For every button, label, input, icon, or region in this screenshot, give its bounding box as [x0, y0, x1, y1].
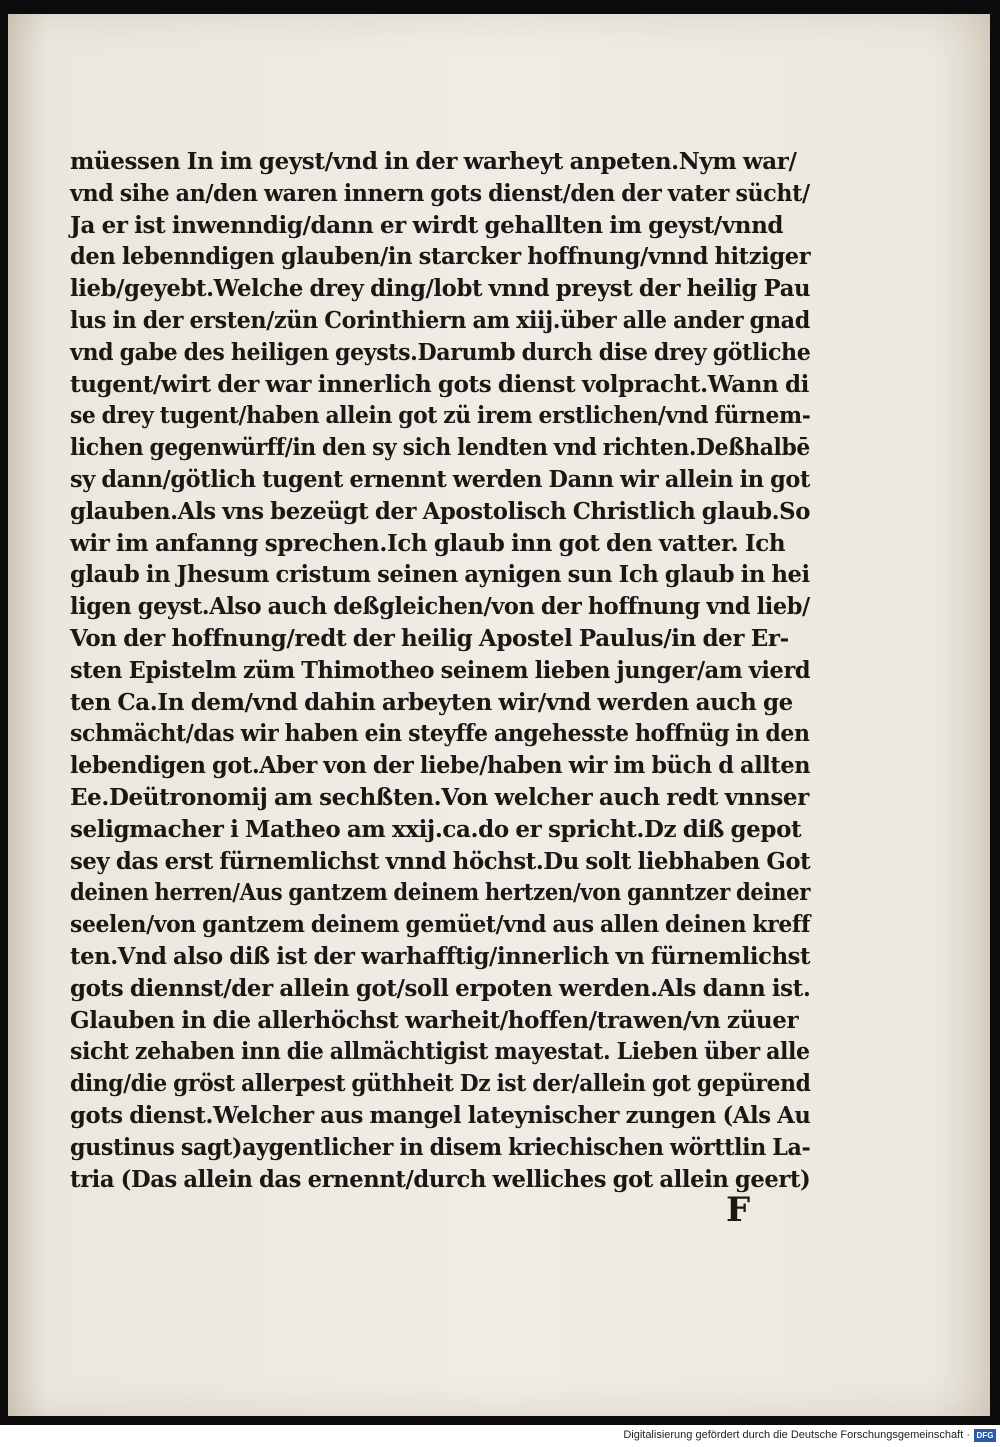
text-line: lichen gegenwürff/in den sy sich lendten vnd richten.Deßhalbē — [70, 434, 810, 462]
text-line: gots diennst/der allein got/soll erpoten werden.Als dann ist. — [70, 974, 811, 1002]
text-line: lieb/geyebt.Welche drey ding/lobt vnnd preyst der heilig Pau — [70, 275, 811, 303]
text-line: sicht zehaben inn die allmächtigist mayestat. Lieben über alle — [70, 1038, 810, 1066]
text-line: Ja er ist inwenndig/dann er wirdt gehallten im geyst/vnnd — [70, 211, 784, 239]
text-line: seelen/von gantzem deinem gemüet/vnd aus allen deinen kreff — [70, 911, 811, 939]
text-line: sten Epistelm züm Thimotheo seinem lieben junger/am vierd — [70, 656, 811, 684]
digitization-credit: Digitalisierung gefördert durch die Deutsche Forschungsgemeinschaft · — [623, 1429, 970, 1441]
text-line: gots dienst.Welcher aus mangel lateynischer zungen (Als Au — [70, 1101, 811, 1129]
text-line: Ee.Deütronomij am sechßten.Von welcher auch redt vnnser — [70, 783, 809, 811]
text-line: seligmacher i Matheo am xxij.ca.do er spricht.Dz diß gepot — [70, 815, 802, 843]
text-line: vnd gabe des heiligen geysts.Darumb durch dise drey götliche — [70, 338, 811, 366]
text-line: Von der hoffnung/redt der heilig Apostel Paulus/in der Er- — [70, 624, 789, 652]
text-line: glauben.Als vns bezeügt der Apostolisch Christlich glaub.So — [70, 497, 811, 525]
text-line: wir im anfanng sprechen.Ich glaub inn got den vatter. Ich — [70, 529, 786, 557]
text-line: lebendigen got.Aber von der liebe/haben wir im büch d allten — [70, 752, 811, 780]
book-page — [8, 14, 990, 1416]
digitization-credit-bar — [0, 1425, 1000, 1447]
text-line: tria (Das allein das ernennt/durch welliches got allein geert) — [70, 1165, 811, 1193]
text-line: gustinus sagt)aygentlicher in disem kriechischen wörttlin La- — [70, 1133, 811, 1161]
text-line: deinen herren/Aus gantzem deinem hertzen/von ganntzer deiner — [70, 879, 811, 907]
dfg-logo-icon: DFG — [974, 1429, 996, 1442]
text-line: den lebenndigen glauben/in starcker hoffnung/vnnd hitziger — [70, 243, 811, 271]
text-line: ten Ca.In dem/vnd dahin arbeyten wir/vnd werden auch ge — [70, 688, 793, 716]
text-line: schmächt/das wir haben ein steyffe angehesste hoffnüg in den — [70, 720, 810, 748]
text-line: ten.Vnd also diß ist der warhafftig/innerlich vn fürnemlichst — [70, 942, 811, 970]
text-line: Glauben in die allerhöchst warheit/hoffen/trawen/vn züuer — [70, 1006, 799, 1034]
text-line: se drey tugent/haben allein got zü irem erstlichen/vnd fürnem- — [70, 402, 811, 430]
text-line: ding/die gröst allerpest güthheit Dz ist der/allein got gepürend — [70, 1070, 811, 1098]
text-line: glaub in Jhesum cristum seinen aynigen sun Ich glaub in hei — [70, 561, 810, 589]
text-line: müessen In im geyst/vnd in der warheyt anpeten.Nym war/ — [70, 148, 797, 175]
text-line: sey das erst fürnemlichst vnnd höchst.Du solt liebhaben Got — [70, 847, 811, 875]
text-line: lus in der ersten/zün Corinthiern am xiij.über alle ander gnad — [70, 306, 810, 334]
text-line: ligen geyst.Also auch deßgleichen/von der hoffnung vnd lieb/ — [70, 593, 810, 621]
catchword: F — [726, 1190, 751, 1230]
text-line: vnd sihe an/den waren innern gots dienst/den der vater sücht/ — [70, 179, 810, 207]
text-line: tugent/wirt der war innerlich gots dienst volpracht.Wann di — [70, 370, 809, 398]
text-line: sy dann/götlich tugent ernennt werden Dann wir allein in got — [70, 465, 810, 493]
body-text — [70, 146, 810, 1195]
